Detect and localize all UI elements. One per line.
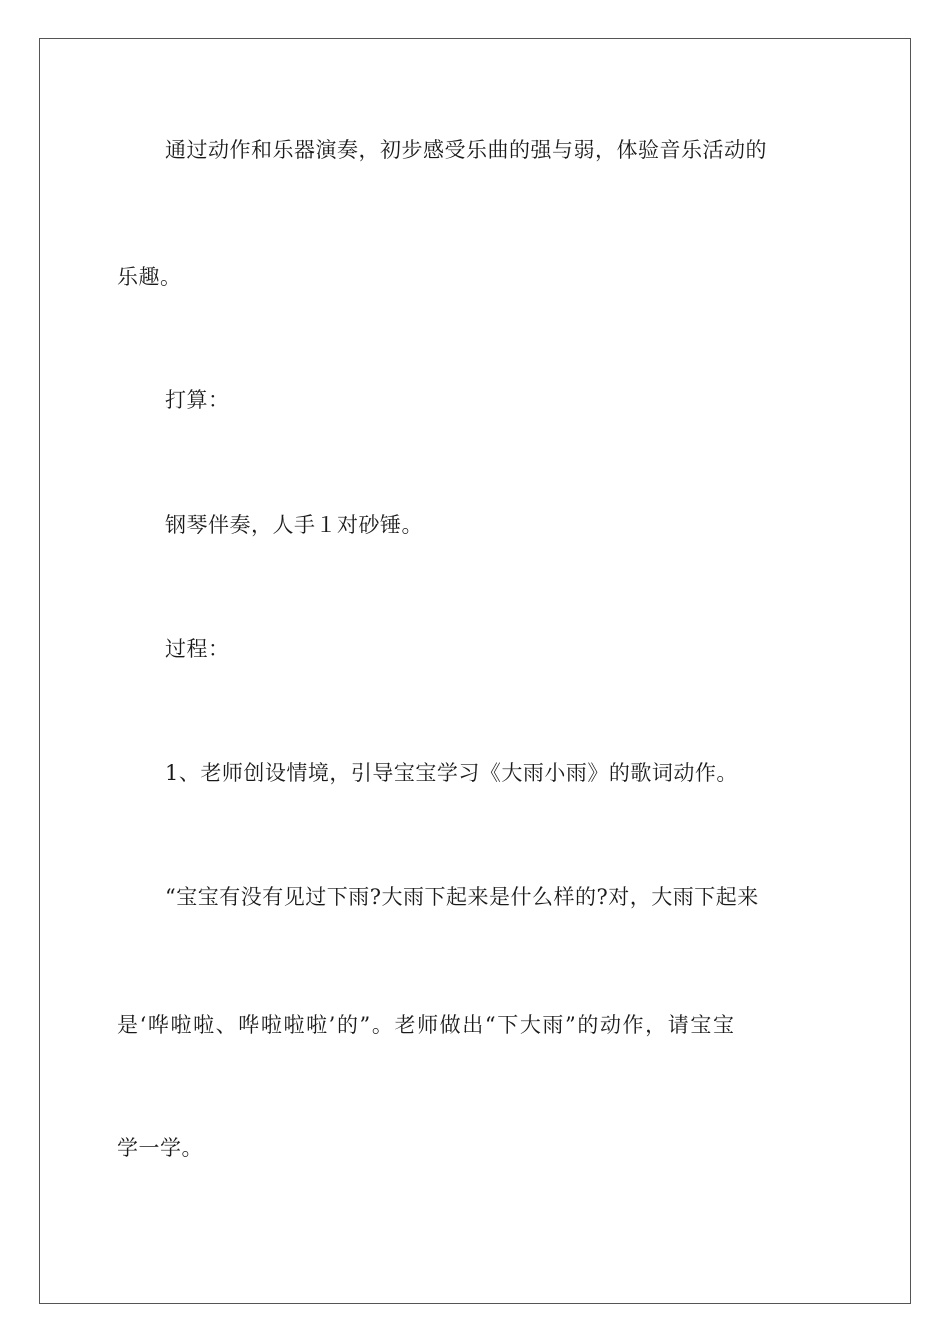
section-heading-preparation: 打算： — [165, 388, 230, 412]
paragraph-line: 乐趣。 — [117, 265, 182, 289]
paragraph-line: 通过动作和乐器演奏，初步感受乐曲的强与弱，体验音乐活动的 — [165, 138, 767, 162]
paragraph-line: 是‘哗啦啦、哗啦啦啦’的”。老师做出“下大雨”的动作，请宝宝 — [117, 1013, 736, 1037]
paragraph-line: “宝宝有没有见过下雨?大雨下起来是什么样的?对，大雨下起来 — [165, 885, 759, 909]
page-border — [39, 38, 911, 1304]
step-1-line: 1、老师创设情境，引导宝宝学习《大雨小雨》的歌词动作。 — [165, 761, 738, 785]
section-heading-process: 过程： — [165, 637, 230, 661]
paragraph-line: 钢琴伴奏，人手１对砂锤。 — [165, 513, 423, 537]
paragraph-line: 学一学。 — [117, 1136, 203, 1160]
